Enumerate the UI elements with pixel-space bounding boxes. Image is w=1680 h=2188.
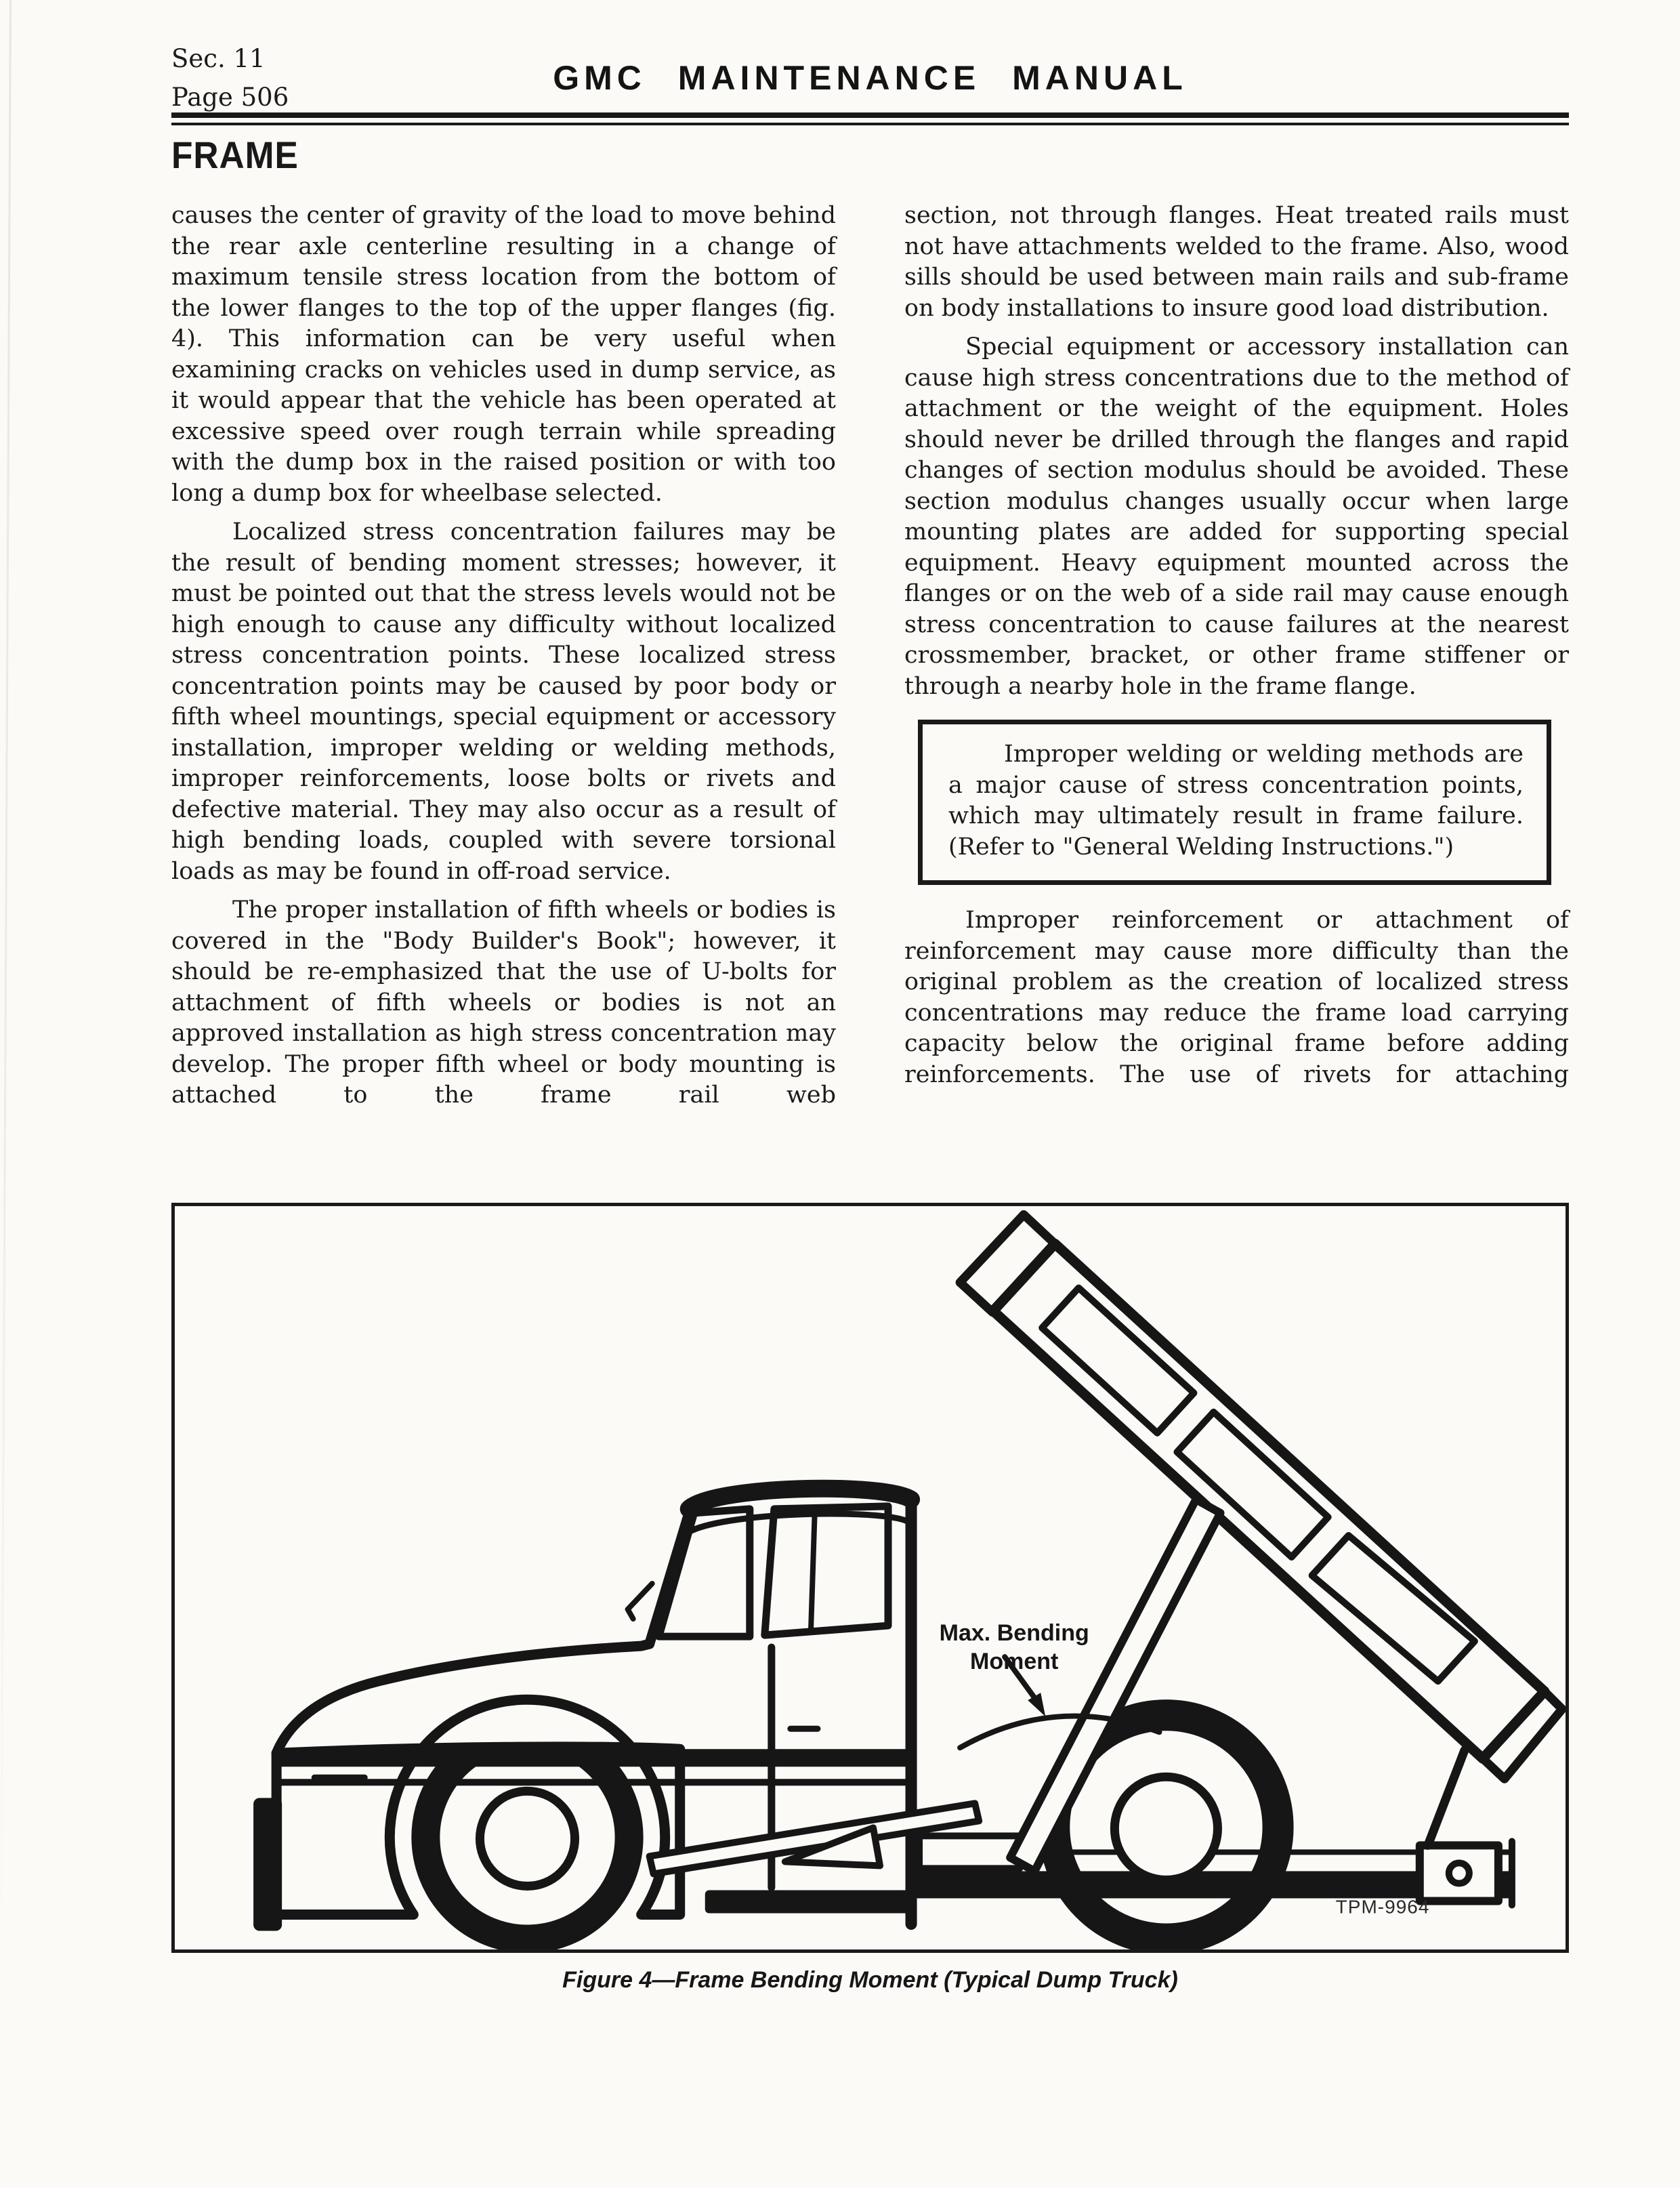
body-paragraph: Improper reinforcement or attachment of reinforcement may cause more difficulty than the original problem as the creation of localized stress concentrations may reduce the frame load carrying capacity below the original frame before adding reinforcements. The use of rivets for attaching	[904, 907, 1569, 1088]
section-heading-frame: FRAME	[171, 133, 299, 176]
body-paragraph: section, not through flanges. Heat treated rails must not have attachments welded to the frame. Also, wood sills should be used between main rails and sub-frame on body installations to insure good load distribution.	[904, 202, 1569, 322]
body-paragraph: causes the center of gravity of the load to move behind the rear axle centerline resulting in a change of maximum tensile stress location from the bottom of the lower flanges to the top of the upper flanges (fig. 4). This information can be very useful when examining cracks on vehicles used in dump service, as it would appear that the vehicle has been operated at excessive speed over rough terrain while spreading with the dump box in the raised position or with too long a dump box for wheelbase selected.	[171, 202, 836, 507]
note-box-paragraph: Improper welding or welding methods are a major cause of stress concentration points, which may ultimately result in frame failure. (Refer to "General Welding Instructions.")	[948, 741, 1524, 861]
scan-crease-line	[0, 0, 12, 1979]
manual-title: GMC MAINTENANCE MANUAL	[553, 59, 1188, 97]
section-label: Sec. 11	[171, 44, 266, 73]
page-number-label: Page 506	[171, 83, 289, 112]
welding-warning-box	[918, 720, 1551, 885]
figure-4-box	[171, 1203, 1569, 1953]
body-paragraph: The proper installation of fifth wheels or bodies is covered in the "Body Builder's Book"; however, it should be re-emphasized that the use of U-bolts for attachment of fifth wheels or bodies is not an approved installation as high stress concentration may develop. The proper fifth wheel or body mounting is attached to the frame rail web	[171, 896, 836, 1109]
dump-bed	[960, 1214, 1562, 1779]
right-column	[904, 201, 1569, 1203]
drawing-code: TPM-9964	[1335, 1896, 1430, 1918]
max-bending-moment-label-line1: Max. Bending	[939, 1620, 1089, 1647]
body-paragraph: Special equipment or accessory installation can cause high stress concentrations due to the method of attachment or the weight of the equipment. Holes should never be drilled through the flanges and rapid changes of section modulus should be avoided. These section modulus changes usually occur when large mounting plates are added for supporting special equipment. Heavy equipment mounted across the flanges or on the web of a side rail may cause enough stress concentration to cause failures at the nearest crossmember, bracket, or other frame stiffener or through a nearby hole in the frame flange.	[904, 333, 1569, 700]
header-divider-rule	[171, 112, 1569, 125]
left-column	[171, 201, 836, 1203]
body-paragraph: Localized stress concentration failures may be the result of bending moment stresses; however, it must be pointed out that the stress levels would not be high enough to cause any difficulty without localized stress concentration points. These localized stress concentration points may be caused by poor body or fifth wheel mountings, special equipment or accessory installation, improper welding or welding methods, improper reinforcements, loose bolts or rivets and defective material. They may also occur as a result of high bending loads, coupled with severe torsional loads as may be found in off-road service.	[171, 518, 836, 885]
figure-caption: Figure 4—Frame Bending Moment (Typical Dump Truck)	[562, 1967, 1178, 1993]
dump-truck-illustration	[175, 1206, 1566, 1949]
max-bending-moment-label-line2: Moment	[970, 1649, 1059, 1675]
front-bumper	[253, 1798, 282, 1931]
two-column-body	[171, 201, 1569, 1203]
side-mirror	[628, 1584, 652, 1619]
rear-hinge-bracket	[1420, 1750, 1498, 1901]
